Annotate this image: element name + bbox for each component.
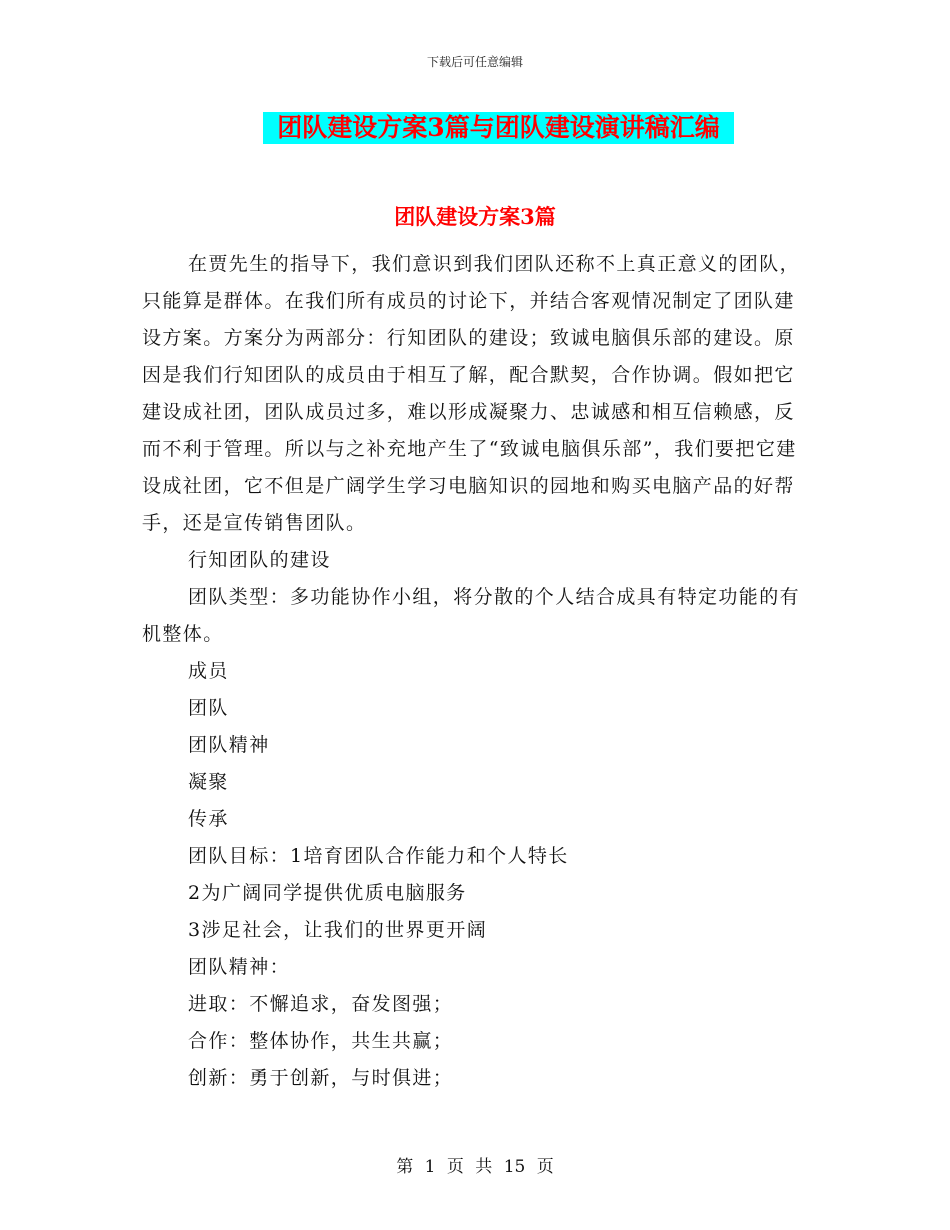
goal-line: 团队目标：1培育团队合作能力和个人特长 (188, 845, 569, 867)
document-title: 团队建设方案3篇与团队建设演讲稿汇编 (263, 112, 734, 144)
short-line: 凝聚 (188, 771, 229, 793)
short-line: 传承 (188, 808, 229, 830)
subheading: 行知团队的建设 (188, 549, 331, 571)
short-line: 成员 (188, 660, 229, 682)
spirit-line: 进取：不懈追求，奋发图强； (188, 993, 454, 1015)
header-note: 下载后可任意编辑 (426, 55, 523, 69)
spirit-heading: 团队精神： (188, 956, 291, 978)
goal-line: 3涉足社会，让我们的世界更开阔 (188, 919, 488, 941)
section-title: 团队建设方案3篇 (394, 204, 556, 229)
page-footer: 第 1 页 共 15 页 (396, 1157, 554, 1177)
short-line: 团队精神 (188, 734, 270, 756)
goal-line: 2为广阔同学提供优质电脑服务 (188, 882, 467, 904)
spirit-line: 合作：整体协作，共生共赢； (188, 1030, 454, 1052)
intro-paragraph: 在贾先生的指导下，我们意识到我们团队还称不上真正意义的团队，只能算是群体。在我们所有成员的讨论下，并结合客观情况制定了团队建设方案。方案分为两部分：行知团队的建设；致诚电脑俱乐部的建设。原因是我们行知团队的成员由于相互了解，配合默契，合作协调。假如把它建设成社团，团队成员过多，难以形成凝聚力、忠诚感和相互信赖感，反而不利于管理。所以与之补充地产生了“致诚电脑俱乐部”，我们要把它建设成社团，它不但是广阔学生学习电脑知识的园地和购买电脑产品的好帮手，还是宣传销售团队。 (142, 253, 801, 534)
team-type-paragraph: 团队类型：多功能协作小组，将分散的个人结合成具有特定功能的有机整体。 (142, 586, 801, 645)
short-line: 团队 (188, 697, 229, 719)
spirit-line: 创新：勇于创新，与时俱进； (188, 1067, 454, 1089)
document-body (142, 246, 802, 1097)
